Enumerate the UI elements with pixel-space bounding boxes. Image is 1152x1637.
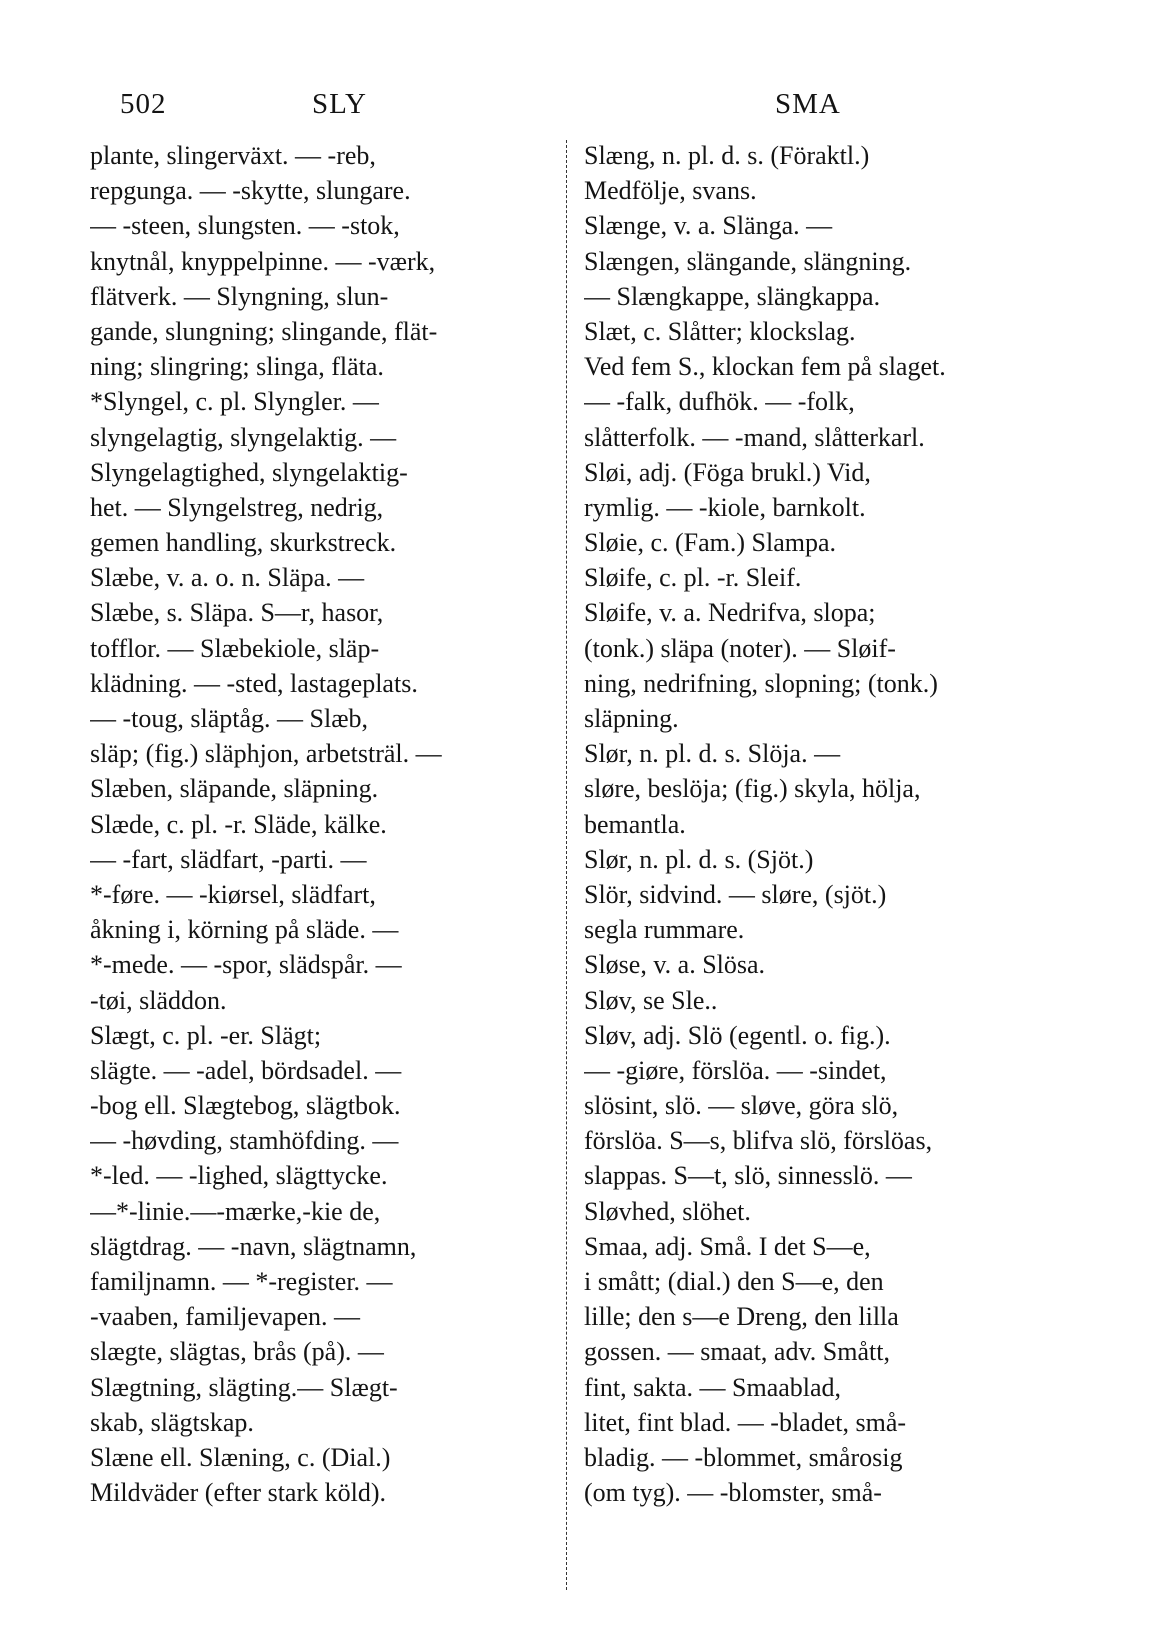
dictionary-line: — -falk, dufhök. — -folk,: [584, 387, 855, 417]
dictionary-line: Slør, n. pl. d. s. (Sjöt.): [584, 844, 814, 874]
dictionary-line: Slægt, c. pl. -er. Slägt;: [90, 1020, 322, 1050]
dictionary-line: släp; (fig.) släphjon, arbetsträl. —: [90, 739, 442, 769]
dictionary-line: Slör, sidvind. — sløre, (sjöt.): [584, 879, 887, 909]
dictionary-line: — Slængkappe, slängkappa.: [584, 281, 881, 311]
dictionary-line: Medfölje, svans.: [584, 176, 757, 206]
dictionary-line: Slæben, släpande, släpning.: [90, 774, 379, 804]
dictionary-line: *-mede. — -spor, slädspår. —: [90, 950, 402, 980]
dictionary-line: Sløvhed, slöhet.: [584, 1196, 751, 1226]
dictionary-line: slyngelagtig, slyngelaktig. —: [90, 422, 397, 452]
dictionary-line: åkning i, körning på släde. —: [90, 915, 399, 945]
dictionary-line: slægte, slägtas, brås (på). —: [90, 1337, 384, 1367]
dictionary-line: — -høvding, stamhöfding. —: [90, 1126, 399, 1156]
dictionary-line: — -fart, slädfart, -parti. —: [90, 844, 367, 874]
right-column: [584, 138, 1056, 1510]
dictionary-line: förslöa. S—s, blifva slö, förslöas,: [584, 1126, 933, 1156]
dictionary-line: — -toug, släptåg. — Slæb,: [90, 704, 369, 733]
dictionary-line: Slæbe, v. a. o. n. Släpa. —: [90, 563, 365, 593]
column-divider: [566, 140, 567, 1590]
dictionary-line: Sløv, adj. Slö (egentl. o. fig.).: [584, 1020, 891, 1050]
dictionary-line: *Slyngel, c. pl. Slyngler. —: [90, 387, 379, 417]
dictionary-line: skab, slägtskap.: [90, 1407, 254, 1437]
dictionary-line: Sløv, se Sle..: [584, 985, 718, 1015]
dictionary-line: tofflor. — Slæbekiole, släp-: [90, 633, 380, 663]
dictionary-line: Smaa, adj. Små. I det S—e,: [584, 1231, 871, 1261]
dictionary-line: Sløife, v. a. Nedrifva, slopa;: [584, 598, 876, 628]
dictionary-line: slåtterfolk. — -mand, slåtterkarl.: [584, 422, 925, 452]
dictionary-line: -vaaben, familjevapen. —: [90, 1302, 360, 1332]
dictionary-line: flätverk. — Slyngning, slun-: [90, 281, 389, 311]
dictionary-line: lille; den s—e Dreng, den lilla: [584, 1302, 899, 1332]
dictionary-line: Sløie, c. (Fam.) Slampa.: [584, 528, 837, 558]
page-number: 502: [120, 88, 167, 120]
dictionary-line: —*-linie.—-mærke,-kie de,: [90, 1196, 381, 1226]
dictionary-line: Mildväder (efter stark köld).: [90, 1478, 387, 1508]
dictionary-line: segla rummare.: [584, 915, 745, 945]
dictionary-line: Slængen, slängande, slängning.: [584, 246, 912, 276]
dictionary-line: knytnål, knyppelpinne. — -værk,: [90, 246, 436, 276]
dictionary-line: repgunga. — -skytte, slungare.: [90, 176, 411, 206]
dictionary-line: gande, slungning; slingande, flät-: [90, 316, 438, 346]
dictionary-line: i smått; (dial.) den S—e, den: [584, 1267, 884, 1296]
dictionary-line: *-føre. — -kiørsel, slädfart,: [90, 879, 376, 909]
dictionary-line: ning; slingring; slinga, fläta.: [90, 352, 384, 382]
dictionary-line: plante, slingerväxt. — -reb,: [90, 141, 376, 170]
dictionary-line: gossen. — smaat, adv. Smått,: [584, 1337, 890, 1367]
dictionary-line: gemen handling, skurkstreck.: [90, 528, 397, 558]
dictionary-line: Sløi, adj. (Föga brukl.) Vid,: [584, 457, 871, 487]
dictionary-line: Ved fem S., klockan fem på slaget.: [584, 352, 946, 382]
dictionary-line: litet, fint blad. — -bladet, små-: [584, 1407, 907, 1437]
dictionary-line: Slægtning, slägting.— Slægt-: [90, 1372, 398, 1402]
dictionary-line: -tøi, släddon.: [90, 985, 227, 1015]
dictionary-line: Slæne ell. Slæning, c. (Dial.): [90, 1442, 391, 1472]
dictionary-line: het. — Slyngelstreg, nedrig,: [90, 492, 384, 522]
dictionary-line: slappas. S—t, slö, sinnesslö. —: [584, 1161, 912, 1191]
dictionary-line: familjnamn. — *-register. —: [90, 1267, 393, 1296]
dictionary-line: ning, nedrifning, slopning; (tonk.): [584, 668, 938, 698]
dictionary-line: slösint, slö. — sløve, göra slö,: [584, 1091, 899, 1121]
dictionary-line: Sløse, v. a. Slösa.: [584, 950, 766, 980]
dictionary-line: (tonk.) släpa (noter). — Sløif-: [584, 633, 896, 663]
dictionary-line: -bog ell. Slægtebog, slägtbok.: [90, 1091, 401, 1121]
dictionary-line: slägte. — -adel, bördsadel. —: [90, 1055, 402, 1085]
left-column: [90, 138, 556, 1510]
dictionary-line: Slæbe, s. Släpa. S—r, hasor,: [90, 598, 384, 628]
left-guide-word: SLY: [312, 88, 367, 120]
dictionary-line: slägtdrag. — -navn, slägtnamn,: [90, 1231, 417, 1261]
dictionary-line: Slænge, v. a. Slänga. —: [584, 211, 833, 241]
dictionary-line: bladig. — -blommet, smårosig: [584, 1442, 903, 1472]
dictionary-line: sløre, beslöja; (fig.) skyla, hölja,: [584, 774, 921, 804]
dictionary-line: klädning. — -sted, lastageplats.: [90, 668, 418, 698]
dictionary-line: Slæde, c. pl. -r. Släde, kälke.: [90, 809, 387, 839]
dictionary-line: släpning.: [584, 704, 679, 733]
right-guide-word: SMA: [775, 88, 841, 120]
dictionary-line: fint, sakta. — Smaablad,: [584, 1372, 842, 1402]
dictionary-line: Slør, n. pl. d. s. Slöja. —: [584, 739, 841, 769]
dictionary-line: Slæng, n. pl. d. s. (Föraktl.): [584, 141, 870, 170]
dictionary-line: bemantla.: [584, 809, 686, 839]
dictionary-line: rymlig. — -kiole, barnkolt.: [584, 492, 866, 522]
dictionary-line: Sløife, c. pl. -r. Sleif.: [584, 563, 802, 593]
dictionary-line: Slyngelagtighed, slyngelaktig-: [90, 457, 408, 487]
dictionary-line: — -giøre, förslöa. — -sindet,: [584, 1055, 887, 1085]
dictionary-line: (om tyg). — -blomster, små-: [584, 1478, 882, 1508]
dictionary-line: — -steen, slungsten. — -stok,: [90, 211, 400, 241]
dictionary-line: *-led. — -lighed, slägttycke.: [90, 1161, 388, 1191]
dictionary-line: Slæt, c. Slåtter; klockslag.: [584, 316, 856, 346]
